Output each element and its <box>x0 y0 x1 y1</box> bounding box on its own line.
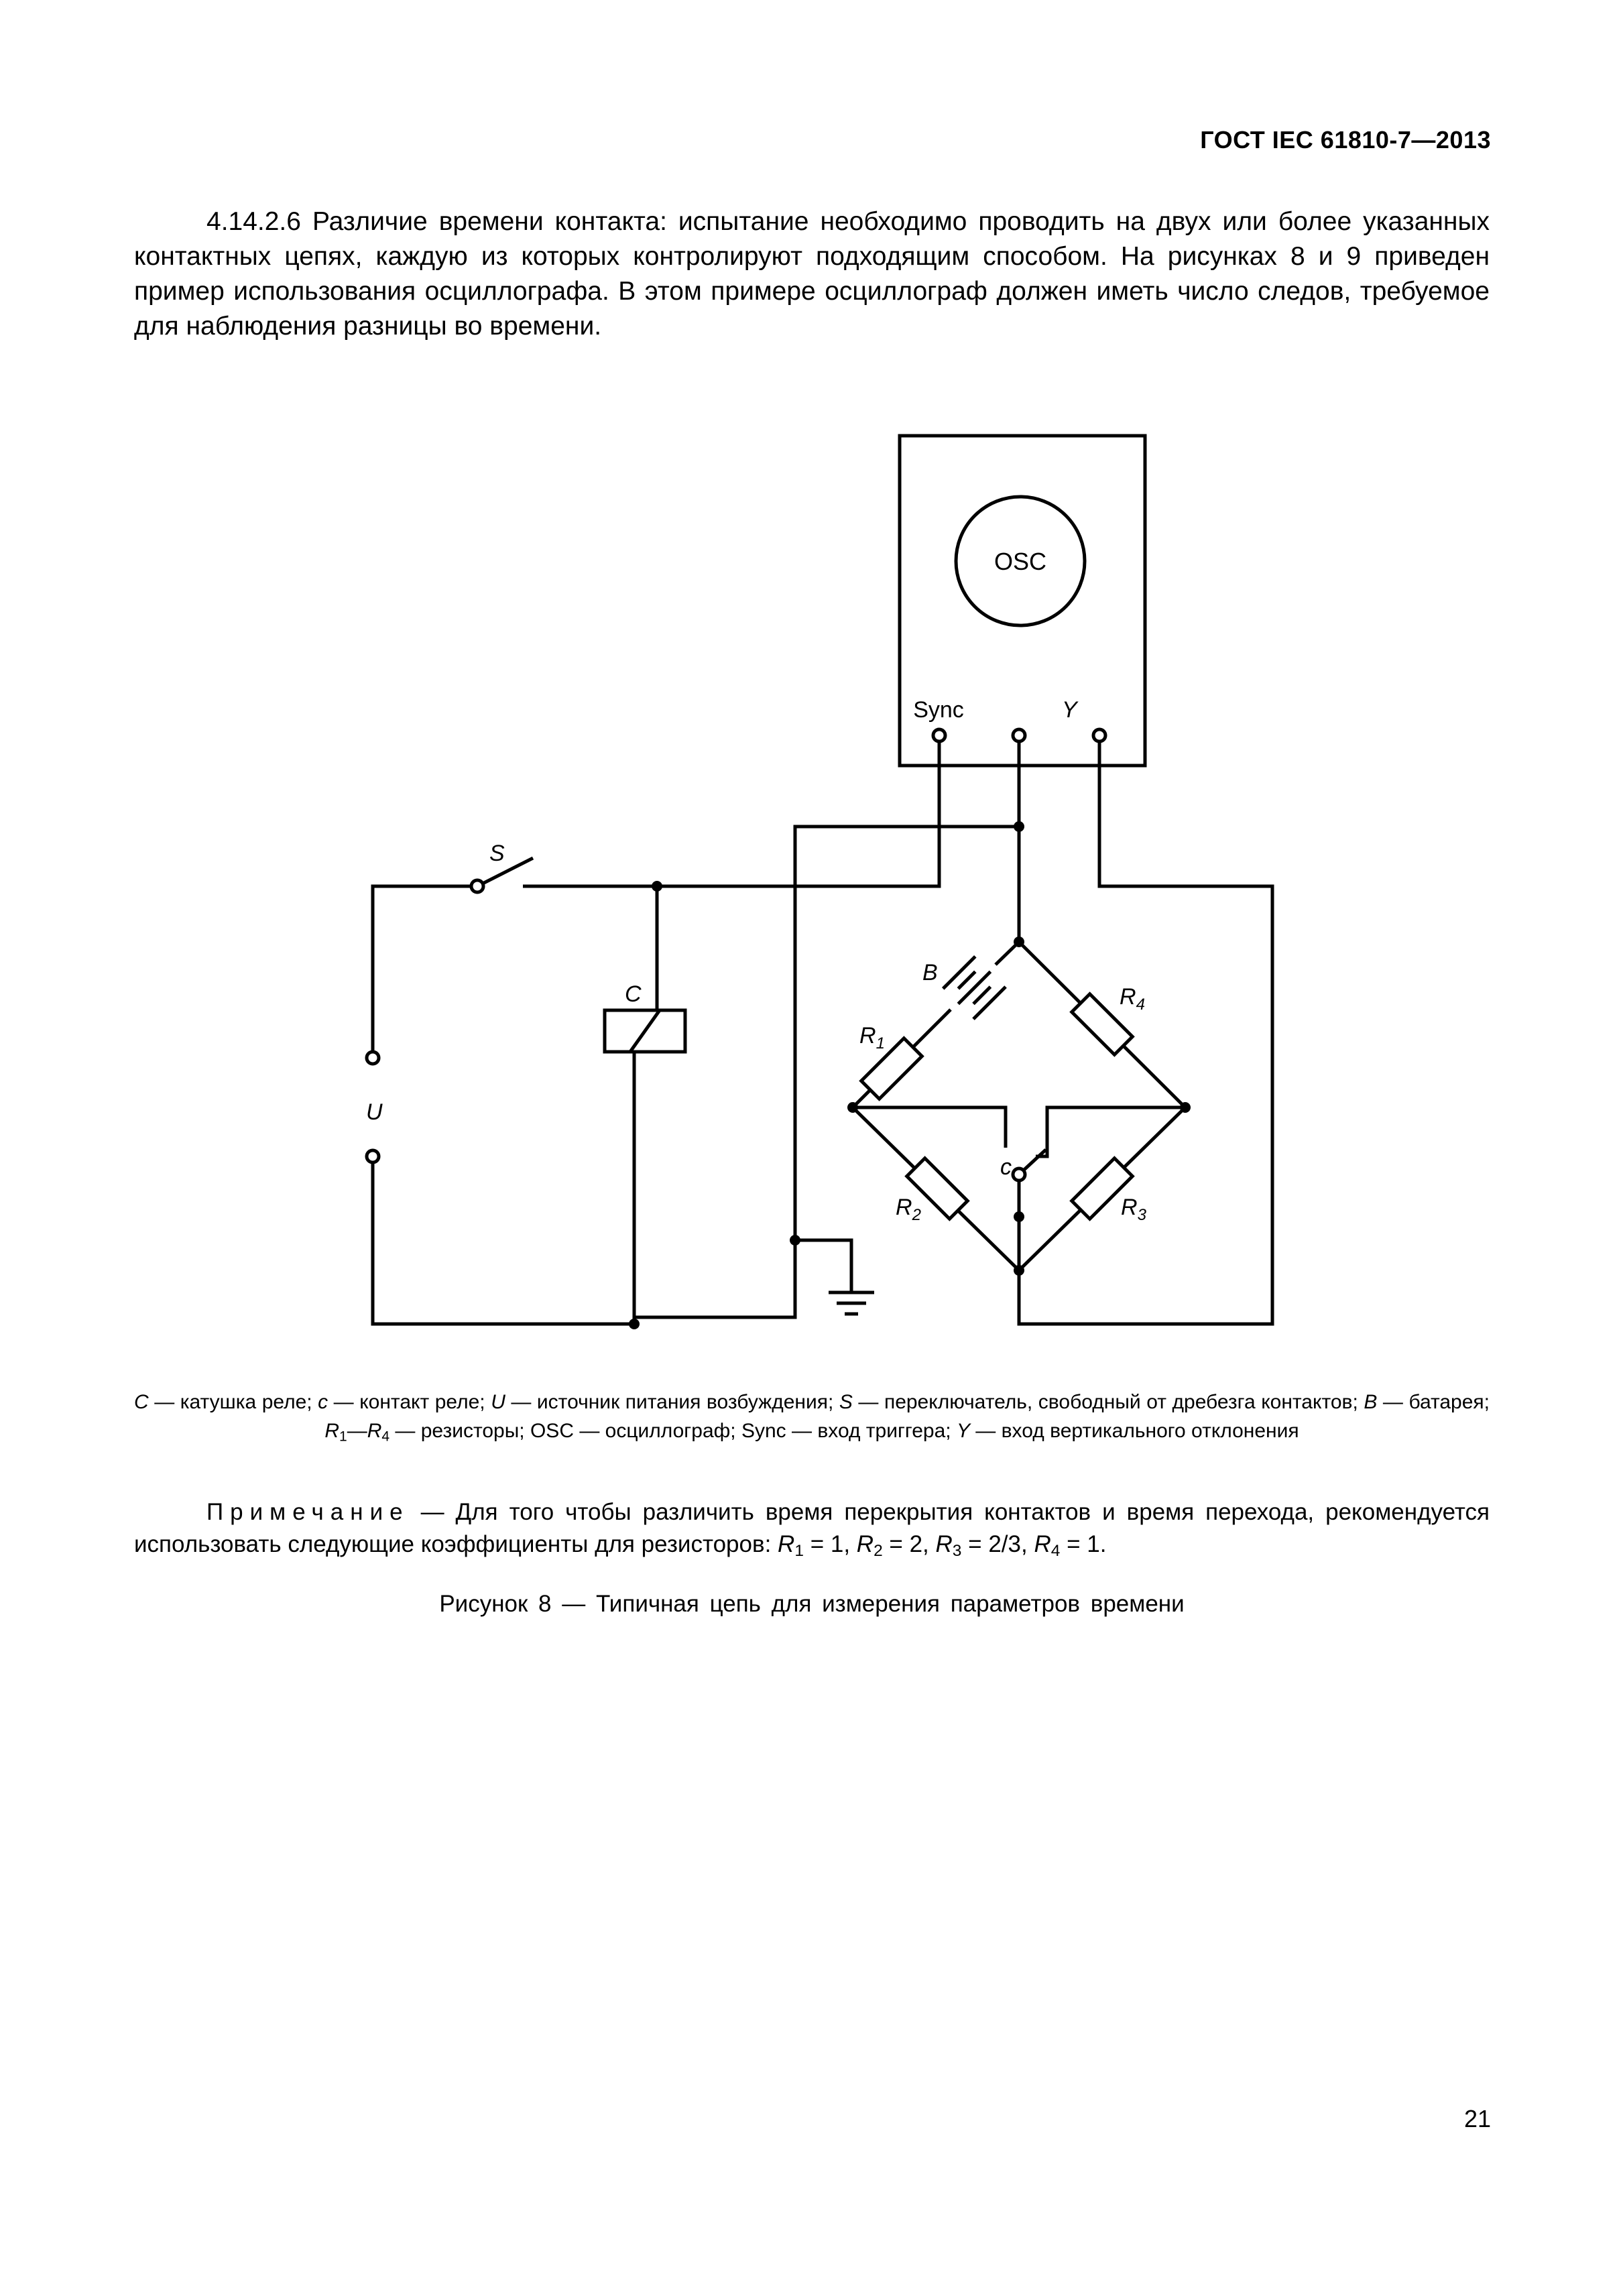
battery <box>943 957 1006 1019</box>
y-wire <box>1019 741 1272 1324</box>
junction-dot <box>1014 1211 1024 1222</box>
figure-note: Примечание — Для того чтобы различить время перекрытия контактов и время перехода, рекомендуется использовать следующие коэффициенты для резисторов: $R_1 = 1$, $R_2 = 2$, $R_3 = 2/3$, $R_4 = 1$. <box>134 1499 1490 1561</box>
battery-label: B <box>922 960 938 985</box>
note-text: — Для того чтобы различить время перекрытия контактов и время перехода, рекомендуется использовать следующие коэффициенты для резисторов: <box>134 1499 1490 1557</box>
figure-caption: Рисунок 8 — Типичная цепь для измерения параметров времени <box>439 1591 1185 1617</box>
sync-terminal <box>933 729 945 741</box>
r2-label: $R_2$ <box>896 1195 921 1224</box>
junction-dot <box>790 1235 800 1246</box>
sync-wire <box>657 741 939 886</box>
left-wire <box>373 886 473 1058</box>
bridge-r1-to-battery <box>918 1010 951 1042</box>
middle-terminal <box>1013 729 1025 741</box>
osc-label: OSC <box>994 548 1047 575</box>
y-terminal <box>1093 729 1105 741</box>
contact-terminal <box>1013 1168 1025 1181</box>
document-header: ГОСТ IEC 61810-7—2013 <box>1200 126 1491 154</box>
note-head: Примечание <box>206 1499 410 1525</box>
paragraph-text: 4.14.2.6 Различие времени контакта: испытание необходимо проводить на двух или более указанных контактных цепях, каждую из которых контролируют подходящим способом. На рисунках 8 и 9 приведен пример использования осциллографа. В этом примере осциллограф должен иметь число следов, требуемое для наблюдения разницы во времени. <box>134 207 1490 341</box>
source-label: U <box>366 1099 383 1125</box>
ground-wire <box>634 827 1019 1317</box>
ground-lead <box>795 1240 851 1292</box>
figure-legend: C — катушка реле; c — контакт реле; U — источник питания возбуждения; S — переключатель, свободный от дребезга контактов; B — батарея; $R_1—R_4$ — резисторы; OSC — осциллограф; Sync — вход триггера; Y — вход вертикального отклонения <box>134 1391 1490 1445</box>
coil-label: C <box>625 981 642 1007</box>
switch-label: S <box>489 841 505 866</box>
switch-terminal <box>471 880 483 892</box>
source-bottom-wire <box>373 1156 634 1324</box>
junction-dot <box>1014 1265 1024 1276</box>
junction-dot <box>629 1319 640 1329</box>
junction-dot <box>1014 821 1024 832</box>
r3-label: $R_3$ <box>1121 1195 1146 1224</box>
junction-dot <box>1014 936 1024 947</box>
source-terminal-bottom <box>367 1150 379 1162</box>
r4-label: $R_4$ <box>1120 984 1145 1014</box>
junction-dot <box>847 1102 858 1113</box>
contact-label: c <box>1000 1154 1012 1180</box>
junction-dot <box>1180 1102 1191 1113</box>
source-terminal-top <box>367 1052 379 1064</box>
r1-label: $R_1$ <box>859 1023 885 1052</box>
contact-left-wire <box>853 1107 1006 1148</box>
y-label: Y <box>1062 697 1077 723</box>
junction-dot <box>652 881 662 892</box>
sync-label: Sync <box>913 697 964 723</box>
coil-slash <box>630 1010 660 1052</box>
page-number: 21 <box>1463 2105 1491 2132</box>
